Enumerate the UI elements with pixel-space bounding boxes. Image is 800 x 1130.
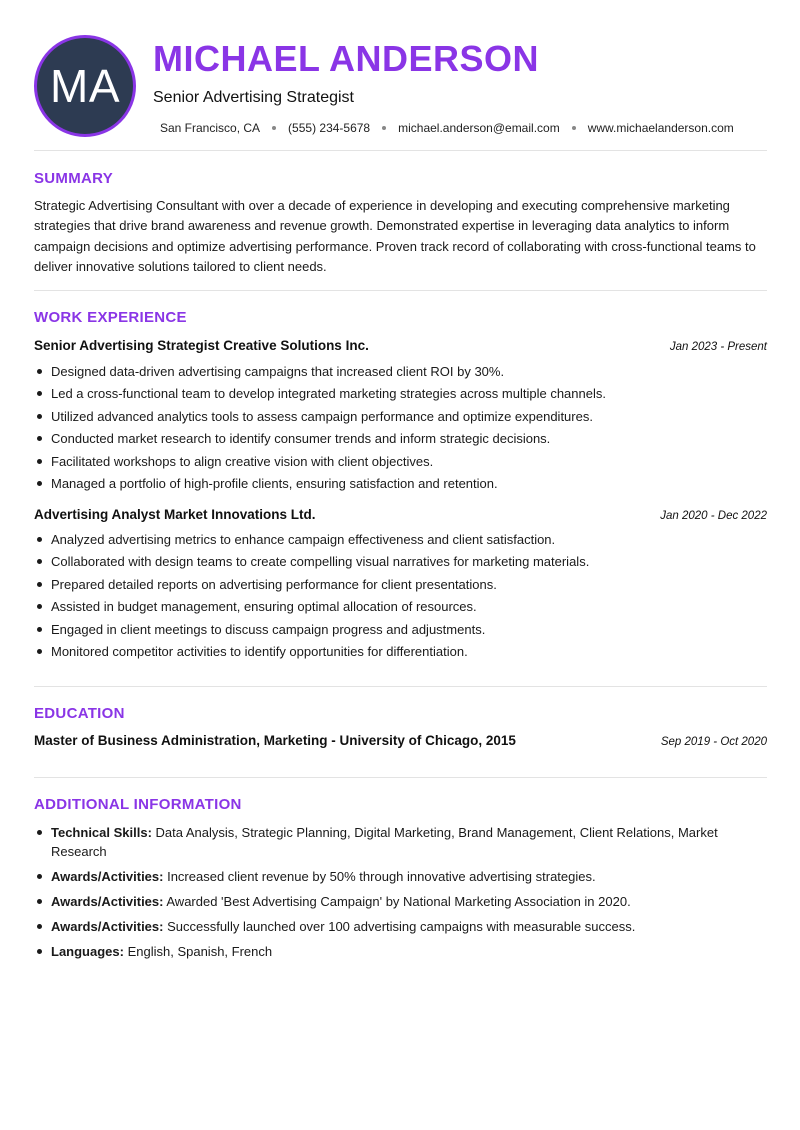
job-bullets — [34, 531, 767, 665]
job-header — [34, 507, 767, 522]
item-text: Successfully launched over 100 advertising campaigns with measurable success. — [163, 919, 636, 934]
list-item: Utilized advanced analytics tools to assess campaign performance and optimize expenditures. — [34, 408, 767, 425]
contact-location: San Francisco, CA — [160, 121, 261, 135]
dot-separator-icon — [272, 126, 276, 130]
summary-heading: SUMMARY — [34, 170, 114, 187]
job-header — [34, 338, 767, 353]
contact-row — [160, 121, 734, 135]
list-item: Collaborated with design teams to create compelling visual narratives for marketing materials. — [34, 553, 767, 570]
list-item: Engaged in client meetings to discuss campaign progress and adjustments. — [34, 621, 767, 638]
item-label: Awards/Activities: — [51, 869, 164, 884]
list-item: Designed data-driven advertising campaigns that increased client ROI by 30%. — [34, 363, 767, 380]
summary-text: Strategic Advertising Consultant with over a decade of experience in developing and executing comprehensive marketing strategies that drive brand awareness and revenue growth. Demonstrated expertise in leveraging data analytics to inform campaign decisions and optimize advertising performance. Proven track record of collaborating with cross-functional teams to deliver innovative solutions tailored to client needs. — [34, 198, 756, 274]
experience-heading: WORK EXPERIENCE — [34, 309, 187, 326]
list-item: Analyzed advertising metrics to enhance campaign effectiveness and client satisfaction. — [34, 531, 767, 548]
education-date: Sep 2019 - Oct 2020 — [660, 736, 767, 748]
list-item: Assisted in budget management, ensuring optimal allocation of resources. — [34, 598, 767, 615]
item-label: Languages: — [51, 944, 124, 959]
education-entry — [34, 733, 767, 748]
avatar-initials: MA — [50, 60, 120, 112]
item-text: Increased client revenue by 50% through innovative advertising strategies. — [163, 869, 596, 884]
item-text: Data Analysis, Strategic Planning, Digital Marketing, Brand Management, Client Relations, Market Research — [51, 825, 718, 859]
list-item — [34, 942, 767, 961]
item-label: Awards/Activities: — [51, 894, 164, 909]
list-item — [34, 892, 767, 911]
job-date: Jan 2023 - Present — [669, 341, 767, 353]
list-item: Prepared detailed reports on advertising performance for client presentations. — [34, 576, 767, 593]
item-text: English, Spanish, French — [123, 944, 273, 959]
divider — [34, 777, 767, 778]
divider — [34, 290, 767, 291]
education-heading: EDUCATION — [34, 705, 125, 722]
job-role: Advertising Analyst Market Innovations Ltd. — [34, 507, 316, 522]
job-role: Senior Advertising Strategist Creative Solutions Inc. — [34, 338, 369, 353]
list-item: Conducted market research to identify consumer trends and inform strategic decisions. — [34, 430, 767, 447]
list-item: Led a cross-functional team to develop integrated marketing strategies across multiple channels. — [34, 385, 767, 402]
dot-separator-icon — [382, 126, 386, 130]
divider — [34, 686, 767, 687]
avatar — [34, 35, 136, 137]
list-item: Monitored competitor activities to identify opportunities for differentiation. — [34, 643, 767, 660]
contact-website: www.michaelanderson.com — [587, 121, 734, 135]
additional-heading: ADDITIONAL INFORMATION — [34, 796, 242, 813]
item-label: Technical Skills: — [51, 825, 152, 840]
list-item: Facilitated workshops to align creative vision with client objectives. — [34, 453, 767, 470]
contact-email: michael.anderson@email.com — [398, 121, 560, 135]
candidate-title: Senior Advertising Strategist — [153, 89, 354, 106]
divider — [34, 150, 767, 151]
education-degree: Master of Business Administration, Marketing - University of Chicago, 2015 — [34, 733, 516, 748]
list-item — [34, 867, 767, 886]
additional-list — [34, 823, 767, 967]
job-date: Jan 2020 - Dec 2022 — [660, 510, 767, 522]
item-text: Awarded 'Best Advertising Campaign' by National Marketing Association in 2020. — [163, 894, 631, 909]
contact-phone: (555) 234-5678 — [288, 121, 371, 135]
item-label: Awards/Activities: — [51, 919, 164, 934]
list-item — [34, 823, 767, 861]
job-bullets — [34, 363, 767, 497]
candidate-name: MICHAEL ANDERSON — [153, 38, 540, 79]
dot-separator-icon — [572, 126, 576, 130]
list-item — [34, 917, 767, 936]
list-item: Managed a portfolio of high-profile clients, ensuring satisfaction and retention. — [34, 475, 767, 492]
